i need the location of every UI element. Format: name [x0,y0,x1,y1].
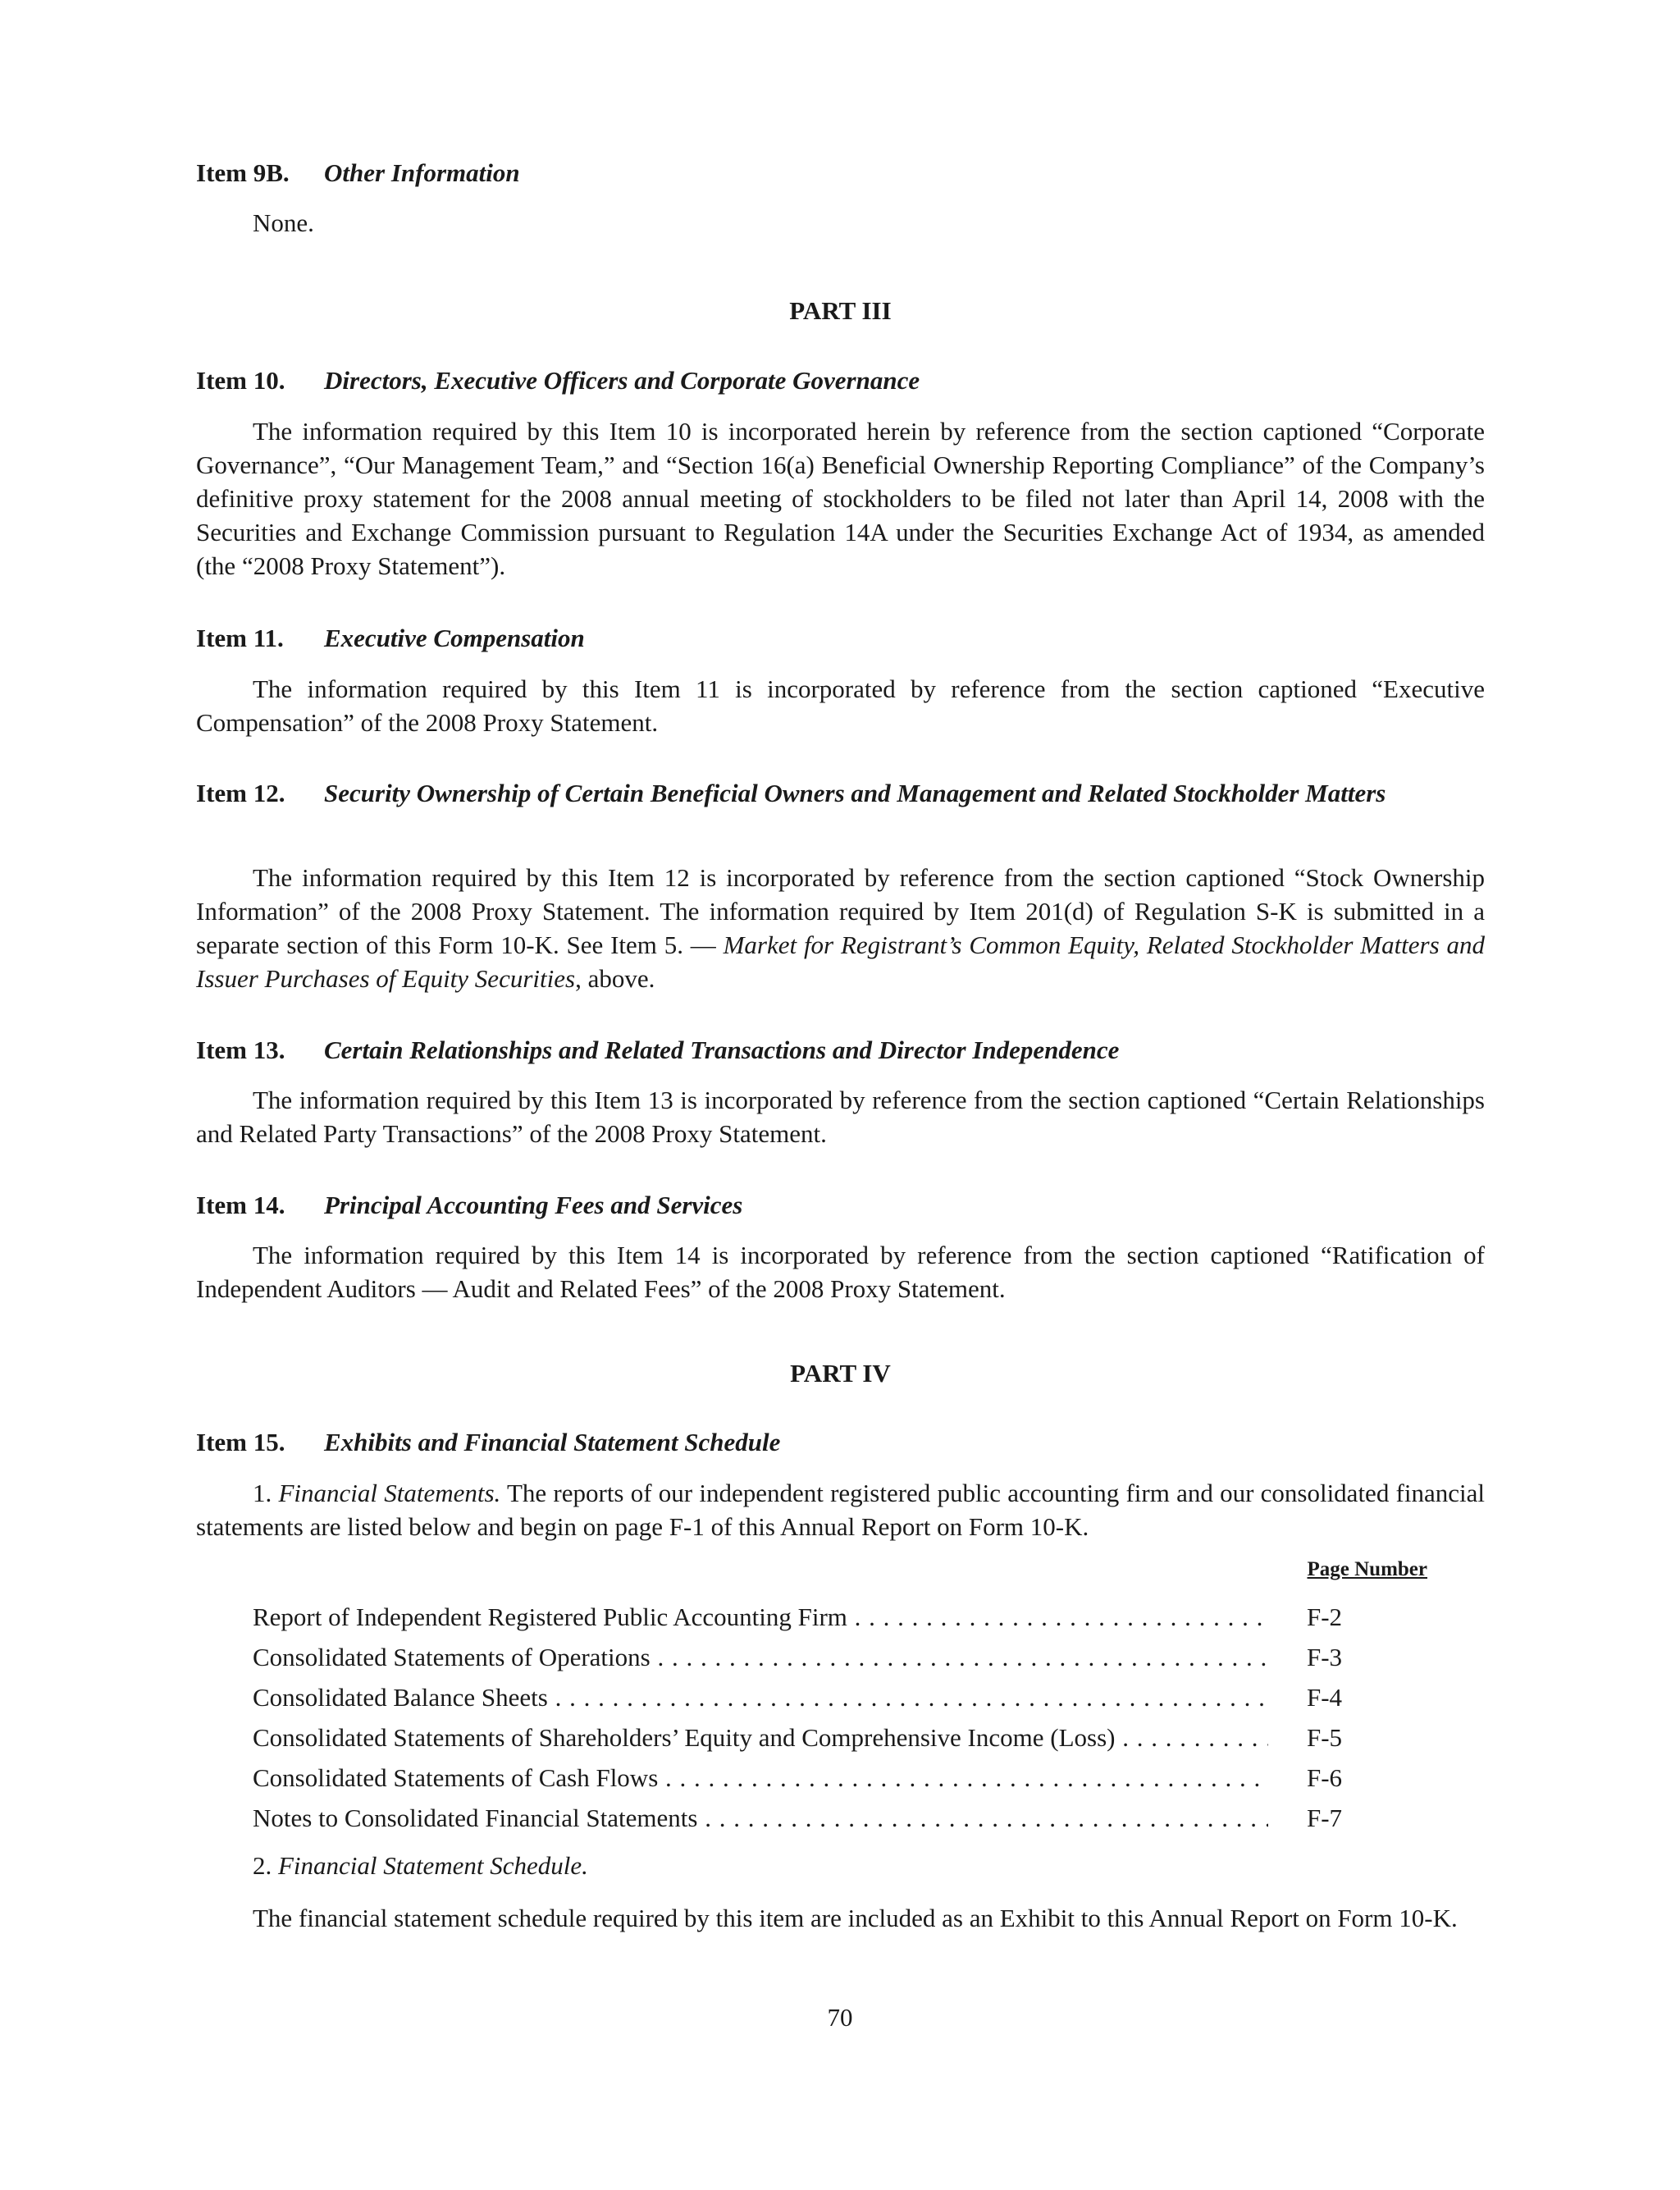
item-15-heading [196,1425,1485,1459]
toc-label: Report of Independent Registered Public Accounting Firm . . . [253,1600,1268,1634]
item-10-body: The information required by this Item 10 is incorporated herein by reference from the section captioned “Corporate Governance”, “Our Management Team,” and “Section 16(a) Beneficial Ownership Reporting Compliance” of the Company’s definitive proxy statement for the 2008 annual meeting of stockholders to be filed not later than April 14, 2008 with the Securities and Exchange Commission pursuant to Regulation 14A under the Securities Exchange Act of 1934, as amended (the “2008 Proxy Statement”). [196,417,1485,580]
toc-page: F-7 [1306,1804,1343,1832]
item-12-heading [196,776,1485,810]
part-iv-heading: PART IV [790,1359,891,1388]
item-14-number: Item 14. [196,1191,285,1219]
item-13-title: Certain Relationships and Related Transactions and Director Independence [324,1036,1120,1064]
item-13-number: Item 13. [196,1036,285,1064]
schedule-number: 2. [253,1851,272,1880]
toc-row [253,1761,1381,1795]
item-9b-title: Other Information [324,158,520,187]
toc-label: Consolidated Statements of Cash Flows . . . [253,1761,1268,1795]
item-15-title: Exhibits and Financial Statement Schedule [324,1428,781,1456]
item-9b-heading [196,156,1485,190]
toc-page-number-header: Page Number [1307,1558,1427,1580]
schedule-body: The financial statement schedule required by this item are included as an Exhibit to this Annual Report on Form 10-K. [253,1904,1458,1932]
item-12-body-b: , above. [575,964,655,993]
item-10-title: Directors, Executive Officers and Corporate Governance [324,366,920,395]
toc-label: Consolidated Statements of Operations . . . [253,1640,1268,1674]
item-11-number: Item 11. [196,624,284,652]
part-iii-heading: PART III [789,296,892,325]
item-12-body-italic: Market for Registrant’s Common Equity, Related Stockholder Matters and Issuer Purchases of Equity Securities [196,930,1486,993]
item-9b-number: Item 9B. [196,158,290,187]
item-12-number: Item 12. [196,779,285,807]
item-14-title: Principal Accounting Fees and Services [324,1191,743,1219]
toc-row [253,1680,1381,1714]
item-13-body: The information required by this Item 13 is incorporated by reference from the section captioned “Certain Relationships and Related Party Transactions” of the 2008 Proxy Statement. [196,1086,1485,1148]
schedule-heading [196,1849,1541,1882]
toc-row [253,1801,1381,1835]
item-11-body: The information required by this Item 11 is incorporated by reference from the section captioned “Executive Compensation” of the 2008 Proxy Statement. [196,674,1485,737]
fs-number: 1. [253,1479,272,1507]
toc-label: Notes to Consolidated Financial Statements . . . [253,1801,1268,1835]
item-11-heading [196,621,1485,655]
toc-label: Consolidated Statements of Shareholders’ Equity and Comprehensive Income (Loss) . . . [253,1721,1268,1754]
toc-page: F-4 [1306,1683,1343,1712]
item-12-body-a: The information required by this Item 12 is incorporated by reference from the section captioned “Stock Ownership Information” of the 2008 Proxy Statement. The information required by Item 201(d) of Regulation S-K is submitted in a separate section of this Form 10-K. See Item 5. — [196,863,1485,959]
item-12-title: Security Ownership of Certain Beneficial Owners and Management and Related Stockholder Matters [324,779,1386,807]
toc-page: F-3 [1306,1643,1343,1671]
toc-row [253,1600,1381,1634]
item-15-number: Item 15. [196,1428,285,1456]
item-13-heading [196,1033,1485,1067]
toc-label: Consolidated Balance Sheets . . . [253,1680,1268,1714]
item-11-title: Executive Compensation [324,624,585,652]
item-14-body: The information required by this Item 14 is incorporated by reference from the section captioned “Ratification of Independent Auditors — Audit and Related Fees” of the 2008 Proxy Statement. [196,1241,1485,1303]
toc-page: F-2 [1306,1602,1343,1631]
item-15-financial-statements-body [196,1476,1485,1543]
item-10-heading [196,363,1485,397]
item-9b-body: None. [253,208,314,237]
schedule-title: Financial Statement Schedule. [278,1851,588,1880]
toc-page: F-5 [1306,1723,1343,1752]
page-number: 70 [827,2003,853,2032]
item-10-number: Item 10. [196,366,285,395]
item-12-body [196,861,1485,995]
fs-text: The reports of our independent registered public accounting firm and our consolidated financial statements are listed below and begin on page F-1 of this Annual Report on Form 10-K. [196,1479,1485,1541]
toc-page: F-6 [1306,1763,1343,1792]
fs-title: Financial Statements. [278,1479,501,1507]
toc-row [253,1640,1381,1674]
item-14-heading [196,1188,1485,1222]
toc-row [253,1721,1381,1754]
